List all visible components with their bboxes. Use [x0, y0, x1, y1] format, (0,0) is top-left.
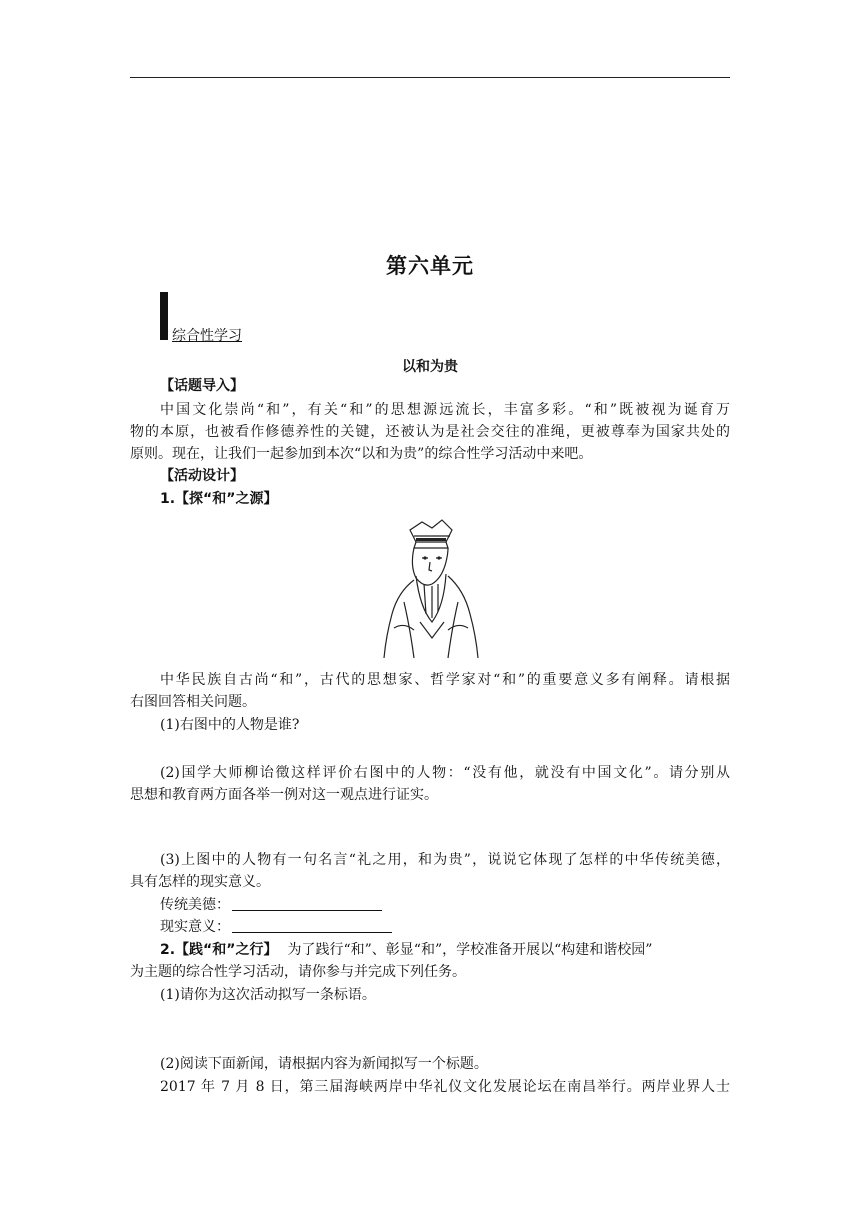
fill-practical-meaning [160, 917, 730, 937]
section-label: 综合性学习 [172, 328, 242, 344]
fill-traditional-virtue [160, 895, 730, 915]
intro-heading: 【话题导入】 [160, 378, 244, 394]
question-2-line-1: (2)国学大师柳诒徵这样评价右图中的人物：“没有他，就没有中国文化”。请分别从 [160, 765, 730, 781]
fill-2-label: 现实意义： [160, 919, 230, 935]
news-line: 2017 年 7 月 8 日，第三届海峡两岸中华礼仪文化发展论坛在南昌举行。两岸业界人士 [160, 1079, 730, 1095]
topic-title: 以和为贵 [402, 359, 458, 375]
intro-line-1: 中国文化崇尚“和”，有关“和”的思想源远流长，丰富多彩。“和”既被视为诞育万 [160, 402, 730, 418]
question-1: (1)右图中的人物是谁? [160, 717, 300, 733]
part2-title: 2.【践“和”之行】 [160, 942, 278, 958]
part2-line-1 [160, 940, 730, 960]
activity-heading: 【活动设计】 [160, 468, 244, 484]
part1-title: 1.【探“和”之源】 [160, 491, 278, 507]
confucius-portrait-icon [380, 518, 480, 660]
section-marker-bar [160, 292, 168, 340]
intro-line-3: 原则。现在，让我们一起参加到本次“以和为贵”的综合性学习活动中来吧。 [130, 446, 593, 462]
task-1: (1)请你为这次活动拟写一条标语。 [160, 987, 376, 1003]
question-3-line-1: (3)上图中的人物有一句名言“礼之用，和为贵”，说说它体现了怎样的中华传统美德， [160, 852, 730, 868]
part2-text: 为了践行“和”、彰显“和”，学校准备开展以“构建和谐校园” [287, 942, 653, 958]
part2-line-2: 为主题的综合性学习活动，请你参与并完成下列任务。 [130, 964, 466, 980]
intro-line-2: 物的本原，也被看作修德养性的关键，还被认为是社会交往的准绳，更被尊奉为国家共处的 [130, 424, 730, 440]
header-rule [130, 77, 730, 78]
task-2: (2)阅读下面新闻，请根据内容为新闻拟写一个标题。 [160, 1056, 488, 1072]
p1-line-2: 右图回答相关问题。 [130, 694, 256, 710]
question-2-line-2: 思想和教育两方面各举一例对这一观点进行证实。 [130, 787, 438, 803]
fill-1-blank[interactable] [232, 896, 382, 911]
question-3-line-2: 具有怎样的现实意义。 [130, 874, 270, 890]
unit-title: 第六单元 [386, 254, 474, 278]
fill-1-label: 传统美德： [160, 897, 230, 913]
fill-2-blank[interactable] [232, 918, 392, 933]
p1-line-1: 中华民族自古尚“和”，古代的思想家、哲学家对“和”的重要意义多有阐释。请根据 [160, 672, 730, 688]
